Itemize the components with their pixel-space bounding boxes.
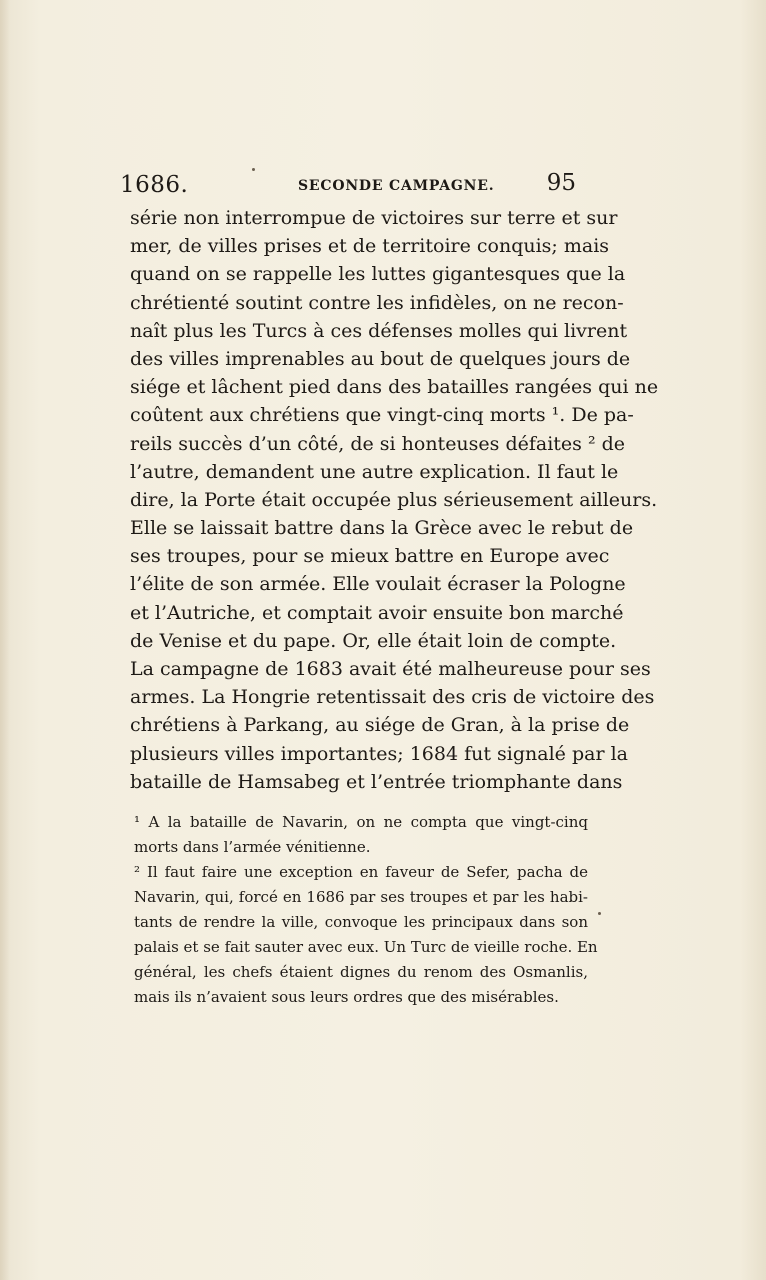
- body-line: de Venise et du pape. Or, elle était loin de compte.: [130, 629, 617, 652]
- footnote-line: ² Il faut faire une exception en faveur de Sefer, pacha de: [134, 863, 588, 881]
- body-line: Elle se laissait battre dans la Grèce avec le rebut de: [130, 517, 634, 540]
- footnote-line: général, les chefs étaient dignes du renom des Osmanlis,: [134, 963, 588, 981]
- body-line: siége et lâchent pied dans des batailles rangées qui ne: [130, 376, 659, 399]
- footnote-line: mais ils n’avaient sous leurs ordres que des misérables.: [134, 988, 559, 1006]
- page-binding-shadow: [0, 0, 10, 1280]
- footnote-line: Navarin, qui, forcé en 1686 par ses troupes et par les habi-: [134, 888, 588, 906]
- body-line: ses troupes, pour se mieux battre en Europe avec: [130, 545, 610, 568]
- body-line: armes. La Hongrie retentissait des cris de victoire des: [130, 686, 655, 709]
- body-line: La campagne de 1683 avait été malheureuse pour ses: [130, 658, 651, 680]
- body-line: dire, la Porte était occupée plus sérieusement ailleurs.: [130, 488, 658, 511]
- body-line: plusieurs villes importantes; 1684 fut signalé par la: [130, 742, 628, 765]
- footnote-line: palais et se fait sauter avec eux. Un Turc de vieille roche. En: [134, 938, 598, 956]
- ink-speck: [598, 912, 601, 915]
- body-line: des villes imprenables au bout de quelques jours de: [130, 347, 631, 370]
- running-title: SECONDE CAMPAGNE.: [298, 178, 495, 194]
- header-year: 1686.: [120, 172, 189, 198]
- body-line: chrétiens à Parkang, au siége de Gran, à la prise de: [130, 714, 630, 737]
- body-line: quand on se rappelle les luttes gigantesques que la: [130, 263, 626, 286]
- body-line: l’autre, demandent une autre explication. Il faut le: [130, 460, 619, 483]
- body-line: l’élite de son armée. Elle voulait écraser la Pologne: [130, 573, 626, 596]
- running-header: [120, 170, 586, 202]
- body-line: reils succès d’un côté, de si honteuses défaites ² de: [130, 432, 626, 455]
- page-number: 95: [546, 170, 576, 196]
- body-line: et l’Autriche, et comptait avoir ensuite bon marché: [130, 601, 624, 624]
- body-line: chrétienté soutint contre les infidèles, on ne recon-: [130, 291, 624, 314]
- body-line: coûtent aux chrétiens que vingt-cinq morts ¹. De pa-: [130, 404, 634, 427]
- body-line: série non interrompue de victoires sur terre et sur: [130, 207, 618, 229]
- body-line: bataille de Hamsabeg et l’entrée triomphante dans: [130, 770, 623, 793]
- body-line: mer, de villes prises et de territoire conquis; mais: [130, 235, 610, 258]
- footnote-line: ¹ A la bataille de Navarin, on ne compta que vingt-cinq: [134, 813, 588, 831]
- body-line: naît plus les Turcs à ces défenses molles qui livrent: [130, 319, 628, 342]
- footnote-line: tants de rendre la ville, convoque les principaux dans son: [134, 913, 588, 931]
- footnote-line: morts dans l’armée vénitienne.: [134, 838, 371, 856]
- ink-speck: [252, 168, 255, 171]
- body-text: [130, 204, 659, 796]
- footnotes: [134, 810, 598, 1010]
